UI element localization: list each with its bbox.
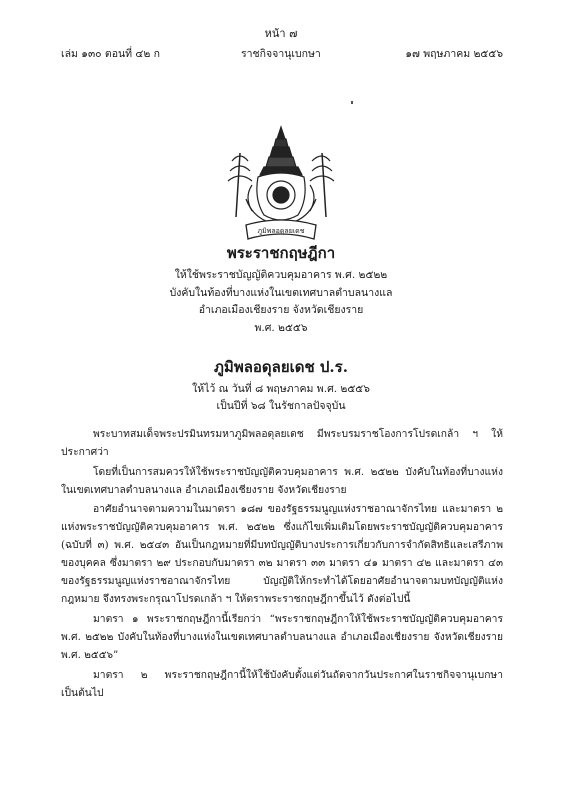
title-line-1: ให้ใช้พระราชบัญญัติควบคุมอาคาร พ.ศ. ๒๕๒๒: [174, 269, 388, 281]
paragraph-proclamation: พระบาทสมเด็จพระปรมินทรมหาภูมิพลอดุลยเดช มีพระบรมราชโองการโปรดเกล้า ฯ ให้ประกาศว่า: [61, 428, 503, 458]
paragraph-authority: อาศัยอำนาจตามความในมาตรา ๑๘๗ ของรัฐธรรมนูญแห่งราชอาณาจักรไทย และมาตรา ๒ แห่งพระราชบัญญัติควบคุมอาคาร พ.ศ. ๒๕๒๒ ซึ่งแก้ไขเพิ่มเติมโดยพระราชบัญญัติควบคุมอาคาร (ฉบับที่ ๓) พ.ศ. ๒๕๔๓ อันเป็นกฎหมายที่มีบทบัญญัติบางประการเกี่ยวกับการจำกัดสิทธิและเสรีภาพของบุคคล ซึ่งมาตรา ๒๙ ประกอบกับมาตรา ๓๒ มาตรา ๓๓ มาตรา ๔๑ มาตรา ๔๒ และมาตรา ๔๓ ของรัฐธรรมนูญแห่งราชอาณาจักรไทย บัญญัติให้กระทำได้โดยอาศัยอำนาจตามบทบัญญัติแห่งกฎหมาย จึงทรงพระกรุณาโปรดเกล้า ฯ ให้ตราพระราชกฤษฎีกาขึ้นไว้ ดังต่อไปนี้: [61, 503, 503, 605]
decree-title: พระราชกฤษฎีกา: [226, 244, 336, 262]
page-number: หน้า ๗: [264, 27, 298, 40]
title-line-2: บังคับในท้องที่บางแห่งในเขตเทศบาลตำบลนางแล: [169, 287, 393, 299]
emblem-motto: ภูมิพลอดุลยเดช: [257, 227, 305, 235]
given-date: ให้ไว้ ณ วันที่ ๘ พฤษภาคม พ.ศ. ๒๕๕๖: [192, 383, 370, 395]
paragraph-section-1: มาตรา ๑ พระราชกฤษฎีกานี้เรียกว่า “พระราชกฤษฎีกาให้ใช้พระราชบัญญัติควบคุมอาคาร พ.ศ. ๒๕๒๒ บังคับในท้องที่บางแห่งในเขตเทศบาลตำบลนางแล อำเภอเมืองเชียงราย จังหวัดเชียงราย พ.ศ. ๒๕๕๖”: [61, 613, 503, 661]
paragraph-section-2: มาตรา ๒ พระราชกฤษฎีกานี้ให้ใช้บังคับตั้งแต่วันถัดจากวันประกาศในราชกิจจานุเบกษาเป็นต้นไป: [61, 669, 503, 699]
reign-year: เป็นปีที่ ๖๘ ในรัชกาลปัจจุบัน: [216, 400, 346, 412]
volume-issue: เล่ม ๑๓๐ ตอนที่ ๔๒ ก: [61, 48, 160, 60]
publication-date: ๑๗ พฤษภาคม ๒๕๕๖: [405, 48, 503, 60]
title-year: พ.ศ. ๒๕๕๖: [254, 322, 308, 334]
title-line-3: อำเภอเมืองเชียงราย จังหวัดเชียงราย: [198, 304, 364, 316]
scan-speck: [351, 101, 353, 104]
paragraph-rationale: โดยที่เป็นการสมควรให้ใช้พระราชบัญญัติควบคุมอาคาร พ.ศ. ๒๕๒๒ บังคับในท้องที่บางแห่งในเขตเทศบาลตำบลนางแล อำเภอเมืองเชียงราย จังหวัดเชียงราย: [61, 466, 503, 496]
royal-garuda-emblem-icon: [222, 125, 340, 253]
gazette-name: ราชกิจจานุเบกษา: [241, 48, 321, 60]
royal-signature: ภูมิพลอดุลยเดช ป.ร.: [214, 358, 348, 376]
